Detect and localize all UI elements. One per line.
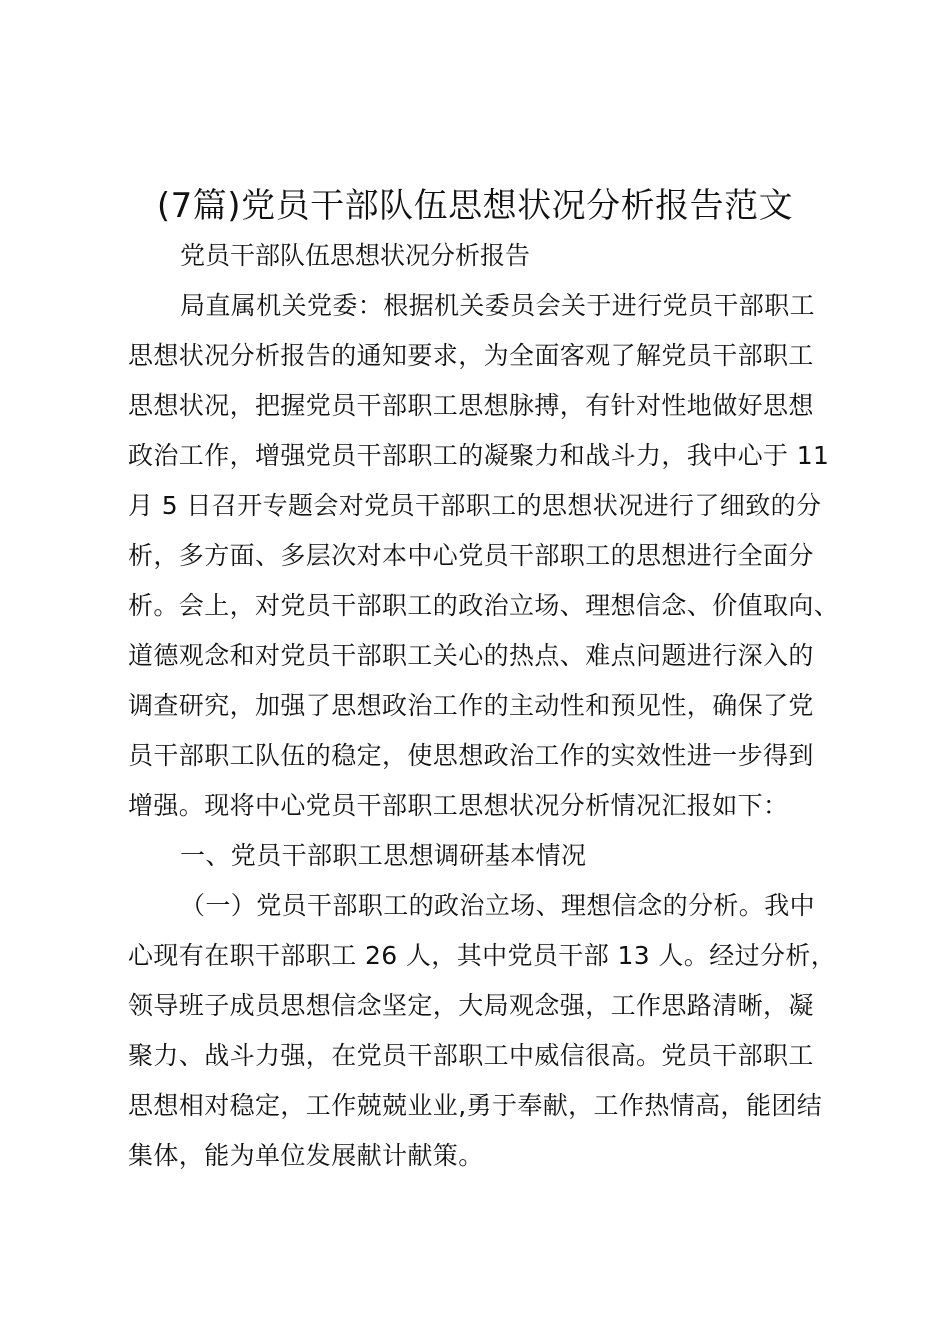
paragraph-line: 局直属机关党委：根据机关委员会关于进行党员干部职工 [180,291,816,320]
document-title: (7篇)党员干部队伍思想状况分析报告范文 [156,186,794,226]
paragraph-line: 增强。现将中心党员干部职工思想状况分析情况汇报如下： [128,791,789,820]
paragraph-line: 道德观念和对党员干部职工关心的热点、难点问题进行深入的 [128,641,814,670]
paragraph-line: 集体，能为单位发展献计献策。 [128,1141,484,1170]
section-heading: 一、党员干部职工思想调研基本情况 [180,841,587,870]
paragraph-line: 思想状况分析报告的通知要求，为全面客观了解党员干部职工 [128,341,814,370]
paragraph-line: 政治工作，增强党员干部职工的凝聚力和战斗力，我中心于 11 [128,441,830,470]
paragraph-line: 心现有在职干部职工 26 人，其中党员干部 13 人。经过分析， [128,941,837,970]
paragraph-line: 思想相对稳定，工作兢兢业业,勇于奉献，工作热情高，能团结 [128,1091,823,1120]
paragraph-line: 领导班子成员思想信念坚定，大局观念强，工作思路清晰，凝 [128,991,814,1020]
paragraph-line: 聚力、战斗力强，在党员干部职工中威信很高。党员干部职工 [128,1041,814,1070]
paragraph-line: 析，多方面、多层次对本中心党员干部职工的思想进行全面分 [128,541,814,570]
document-subtitle: 党员干部队伍思想状况分析报告 [180,241,531,270]
paragraph-line: （一）党员干部职工的政治立场、理想信念的分析。我中 [180,891,816,920]
paragraph-line: 思想状况，把握党员干部职工思想脉搏，有针对性地做好思想 [128,391,814,420]
paragraph-line: 调查研究，加强了思想政治工作的主动性和预见性，确保了党 [128,691,814,720]
paragraph-line: 月 5 日召开专题会对党员干部职工的思想状况进行了细致的分 [128,491,822,520]
paragraph-line: 员干部职工队伍的稳定，使思想政治工作的实效性进一步得到 [128,741,814,770]
paragraph-line: 析。会上，对党员干部职工的政治立场、理想信念、价值取向、 [128,591,840,620]
